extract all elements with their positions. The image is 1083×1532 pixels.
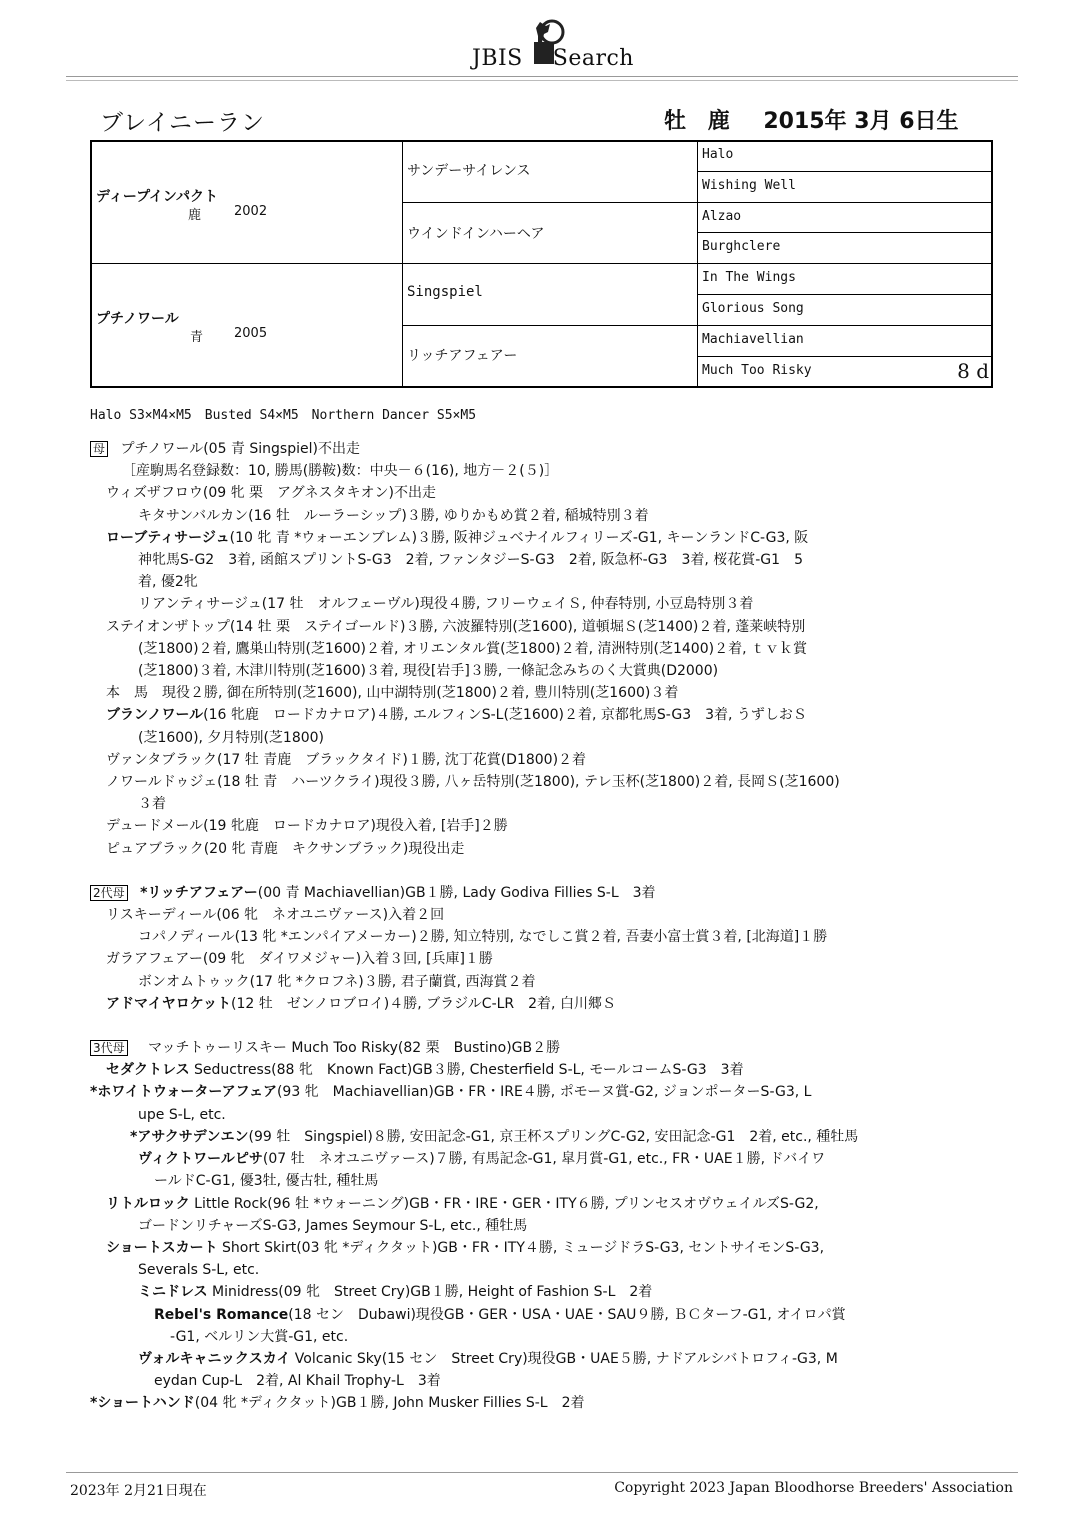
family-line	[90, 616, 990, 638]
horse-link-name: ミニドレス	[138, 1284, 208, 1301]
logo-text-search: Search	[552, 46, 634, 71]
gen3-heading	[90, 1037, 990, 1059]
family-line-text: キタサンバルカン(16 牡 ルーラーシップ)３勝, ゆりかもめ賞２着, 稲城特別３着	[138, 507, 649, 524]
horse-link-name: *ホワイトウォーターアフェア	[90, 1084, 277, 1101]
gen3-cell: Machiavellian	[698, 326, 993, 357]
gen3-cell	[698, 357, 993, 388]
family-line-text: ールドC-G1, 優3牡, 優古牡, 種牡馬	[154, 1173, 379, 1190]
family-line-text: Volcanic Sky(15 セン Street Cry)現役GB・UAE５勝, ナドアルシバトロフィ-G3, M	[290, 1350, 838, 1367]
horse-link-name: Rebel's Romance	[154, 1306, 289, 1323]
dam-title: プチノワール(05 青 Singspiel)不出走	[120, 441, 360, 457]
gen2-title-bold: *リッチアフェアー	[140, 884, 258, 901]
family-line-text: リアンティサージュ(17 牡 オルフェーヴル)現役４勝, フリーウェイＳ, 仲春特別, 小豆島特別３着	[138, 596, 754, 613]
family-line-text: ゴードンリチャーズS-G3, James Seymour S-L, etc., 種牡馬	[138, 1217, 528, 1234]
dam-lines	[90, 460, 990, 860]
family-line-text: (芝1800)２着, 鷹巣山特別(芝1600)２着, オリエンタル賞(芝1800)２着, 清洲特別(芝1400)２着, ｔｖｋ賞	[138, 640, 807, 657]
horse-color: 鹿	[707, 109, 730, 134]
family-line	[90, 1304, 990, 1326]
gen3-label: 3代母	[90, 1040, 128, 1056]
family-line-text: (10 牝 青 *ウォーエンブレム)３勝, 阪神ジュベナイルフィリーズ-G1, キーンランドC-G3, 阪	[229, 529, 809, 546]
family-line-text: ウィズザフロウ(09 牝 栗 アグネスタキオン)不出走	[106, 485, 436, 502]
dam-name: プチノワール	[96, 311, 179, 327]
family-line	[90, 660, 990, 682]
family-line-text: upe S-L, etc.	[138, 1106, 226, 1123]
gen2-cell: ウインドインハーヘア	[403, 203, 698, 264]
family-line-text: Seductress(88 牝 Known Fact)GB３勝, Chesterfield S-L, モールコームS-G3 3着	[189, 1062, 744, 1079]
gen2-cell: サンデーサイレンス	[403, 142, 698, 203]
family-line-text: ヴァンタブラック(17 牡 青鹿 ブラックタイド)１勝, 沈丁花賞(D1800)２着	[106, 751, 587, 768]
sire-year: 2002	[234, 204, 268, 219]
horse-link-name: *アサクサデンエン	[130, 1128, 249, 1145]
family-line	[90, 904, 990, 926]
family-line-text: ボンオムトゥック(17 牝 *クロフネ)３勝, 君子蘭賞, 西海賞２着	[138, 973, 536, 990]
family-line	[90, 1348, 990, 1370]
family-line	[90, 1170, 990, 1192]
family-line	[90, 1392, 990, 1414]
horse-link-name: ヴィクトワールピサ	[138, 1151, 263, 1168]
family-line-text: (93 牝 Machiavellian)GB・FR・IRE４勝, ポモーヌ賞-G2, ジョンポーターS-G3, L	[276, 1084, 812, 1101]
horse-link-name: リトルロック	[106, 1195, 190, 1212]
logo-text-jbis: JBIS	[472, 46, 523, 71]
horse-name: ブレイニーラン	[100, 110, 266, 136]
gen3-cell: Glorious Song	[698, 295, 993, 326]
gen3-cell: Burghclere	[698, 233, 993, 264]
family-line-text: Minidress(09 牝 Street Cry)GB１勝, Height of Fashion S-L 2着	[207, 1284, 653, 1301]
family-line-text: コパノディール(13 牝 *エンパイアメーカー)２勝, 知立特別, なでしこ賞２着, 吾妻小富士賞３着, [北海道]１勝	[138, 929, 828, 946]
horse-birth: 2015年 3月 6日生	[763, 109, 959, 134]
family-line	[90, 771, 990, 793]
gen2-cell: リッチアフェアー	[403, 326, 698, 388]
gen2-lines	[90, 904, 990, 1015]
gen3-cell: Halo	[698, 142, 993, 172]
family-line	[90, 815, 990, 837]
family-line-text: eydan Cup-L 2着, Al Khail Trophy-L 3着	[154, 1373, 441, 1390]
family-line-text: Little Rock(96 牡 *ウォーニング)GB・FR・IRE・GER・ITY６勝, プリンセスオヴウェイルズS-G2,	[189, 1195, 819, 1212]
family-section	[90, 438, 990, 1415]
family-line-text: 着, 優2牝	[138, 574, 198, 591]
gen3-cell: In The Wings	[698, 264, 993, 295]
family-line	[90, 1193, 990, 1215]
family-line-text: ステイオンザトップ(14 牡 栗 ステイゴールド)３勝, 六波羅特別(芝1600), 道頓堀Ｓ(芝1400)２着, 蓬莱峡特別	[106, 618, 806, 635]
horse-link-name: アドマイヤロケット	[106, 995, 232, 1012]
gen2-cell: Singspiel	[403, 264, 698, 326]
family-line	[90, 993, 990, 1015]
dam-label: 母	[90, 441, 108, 457]
gen2-title: (00 青 Machiavellian)GB１勝, Lady Godiva Fillies S-L 3着	[257, 884, 656, 901]
family-line	[90, 593, 990, 615]
family-line-text: (07 牡 ネオユニヴァース)７勝, 有馬記念-G1, 皐月賞-G1, etc., FR・UAE１勝, ドバイワ	[262, 1151, 826, 1168]
family-line	[90, 704, 990, 726]
family-line	[90, 1215, 990, 1237]
footer-date: 2023年 2月21日現在	[70, 1483, 207, 1499]
horse-link-name: ローブティサージュ	[106, 529, 230, 546]
sire-name: ディープインパクト	[96, 189, 218, 205]
family-line	[90, 749, 990, 771]
gen3-name: Much Too Risky	[702, 363, 812, 378]
family-line	[90, 793, 990, 815]
family-line	[90, 1237, 990, 1259]
horse-info	[664, 104, 973, 135]
sire-color: 鹿	[188, 208, 202, 223]
family-line-text: (芝1600), 夕月特別(芝1800)	[138, 729, 325, 746]
family-line	[90, 1081, 990, 1103]
gen2-label: 2代母	[90, 885, 128, 901]
horse-link-name: ヴォルキャニックスカイ	[138, 1350, 291, 1367]
dam-heading	[90, 438, 990, 460]
family-line-text: 本 馬 現役２勝, 御在所特別(芝1600), 山中湖特別(芝1800)２着, 豊川特別(芝1600)３着	[106, 685, 679, 702]
family-line	[90, 727, 990, 749]
footer-copyright: Copyright 2023 Japan Bloodhorse Breeders' Association	[614, 1480, 1013, 1496]
family-line-text: (99 牡 Singspiel)８勝, 安田記念-G1, 京王杯スプリングC-G2, 安田記念-G1 2着, etc., 種牡馬	[248, 1128, 859, 1145]
horse-link-name: *ショートハンド	[90, 1395, 195, 1412]
horse-link-name: ショートスカート	[106, 1239, 218, 1256]
dam-color: 青	[190, 330, 204, 345]
family-line	[90, 1104, 990, 1126]
header-rule	[66, 76, 1018, 77]
family-line-text: -G1, ベルリン大賞-G1, etc.	[170, 1328, 349, 1345]
family-line-text: ピュアブラック(20 牝 青鹿 キクサンブラック)現役出走	[106, 840, 465, 857]
gen3-lines	[90, 1059, 990, 1414]
family-line-text: ３着	[138, 796, 166, 813]
dam-cell	[92, 264, 403, 388]
family-line-text: ノワールドゥジェ(18 牡 青 ハーツクライ)現役３勝, 八ヶ岳特別(芝1800), テレ玉杯(芝1800)２着, 長岡Ｓ(芝1600)	[106, 774, 840, 791]
gen3-cell: Wishing Well	[698, 172, 993, 203]
family-line	[90, 1281, 990, 1303]
family-line	[90, 460, 990, 482]
family-line	[90, 527, 990, 549]
family-line	[90, 549, 990, 571]
family-line-text: (芝1800)３着, 木津川特別(芝1600)３着, 現役[岩手]３勝, 一條記念みちのく大賞典(D2000)	[138, 663, 719, 680]
header-rule-2	[66, 80, 1018, 81]
gen2-heading	[90, 882, 990, 904]
family-line	[90, 971, 990, 993]
family-line	[90, 838, 990, 860]
gen3-cell: Alzao	[698, 203, 993, 233]
family-line	[90, 1148, 990, 1170]
family-line	[90, 571, 990, 593]
family-line-text: (04 牝 *ディクタット)GB１勝, John Musker Fillies S-L 2着	[194, 1395, 585, 1412]
family-line-text: リスキーディール(06 牝 ネオユニヴァース)入着２回	[106, 907, 445, 924]
pedigree-table	[90, 140, 993, 388]
family-line-text: ガラアフェアー(09 牝 ダイワメジャー)入着３回, [兵庫]１勝	[106, 951, 493, 968]
family-line	[90, 682, 990, 704]
family-line-text: (18 セン Dubawi)現役GB・GER・USA・UAE・SAU９勝, ＢＣターフ-G1, オイロパ賞	[288, 1306, 846, 1323]
inbreeding-note: Halo S3×M4×M5 Busted S4×M5 Northern Dancer S5×M5	[90, 408, 477, 423]
family-line	[90, 638, 990, 660]
dam-year: 2005	[234, 326, 268, 341]
family-line	[90, 482, 990, 504]
jbis-logo	[468, 18, 638, 74]
family-line-text: (12 牡 ゼンノロブロイ)４勝, ブラジルC-LR 2着, 白川郷Ｓ	[231, 995, 616, 1012]
family-line-text: (16 牝鹿 ロードカナロア)４勝, エルフィンS-L(芝1600)２着, 京都牝馬S-G3 3着, うずしおＳ	[203, 707, 807, 724]
family-line-text: 神牝馬S-G2 3着, 函館スプリントS-G3 2着, ファンタジーS-G3 2着, 阪急杯-G3 3着, 桜花賞-G1 5	[138, 552, 803, 569]
family-line	[90, 1326, 990, 1348]
gen3-title: マッチトゥーリスキー Much Too Risky(82 栗 Bustino)GB２勝	[148, 1040, 561, 1057]
family-line-text: ［産駒馬名登録数：10, 勝馬(勝鞍)数：中央－６(16), 地方－２(５)］	[122, 463, 559, 480]
family-line	[90, 926, 990, 948]
family-line-text: Short Skirt(03 牝 *ディクタット)GB・FR・ITY４勝, ミュージドラS-G3, セントサイモンS-G3,	[217, 1239, 825, 1256]
family-line	[90, 948, 990, 970]
family-line	[90, 1259, 990, 1281]
sire-cell	[92, 142, 403, 264]
family-line	[90, 1059, 990, 1081]
family-number: 8 d	[957, 359, 989, 383]
footer-rule	[66, 1472, 1018, 1473]
family-line	[90, 1370, 990, 1392]
horse-sex: 牡	[664, 109, 687, 134]
family-line-text: デュードメール(19 牝鹿 ロードカナロア)現役入着, [岩手]２勝	[106, 818, 508, 835]
family-line	[90, 505, 990, 527]
family-line	[90, 1126, 990, 1148]
horse-link-name: ブランノワール	[106, 707, 204, 724]
family-line-text: Severals S-L, etc.	[138, 1262, 260, 1279]
horse-link-name: セダクトレス	[106, 1062, 190, 1079]
